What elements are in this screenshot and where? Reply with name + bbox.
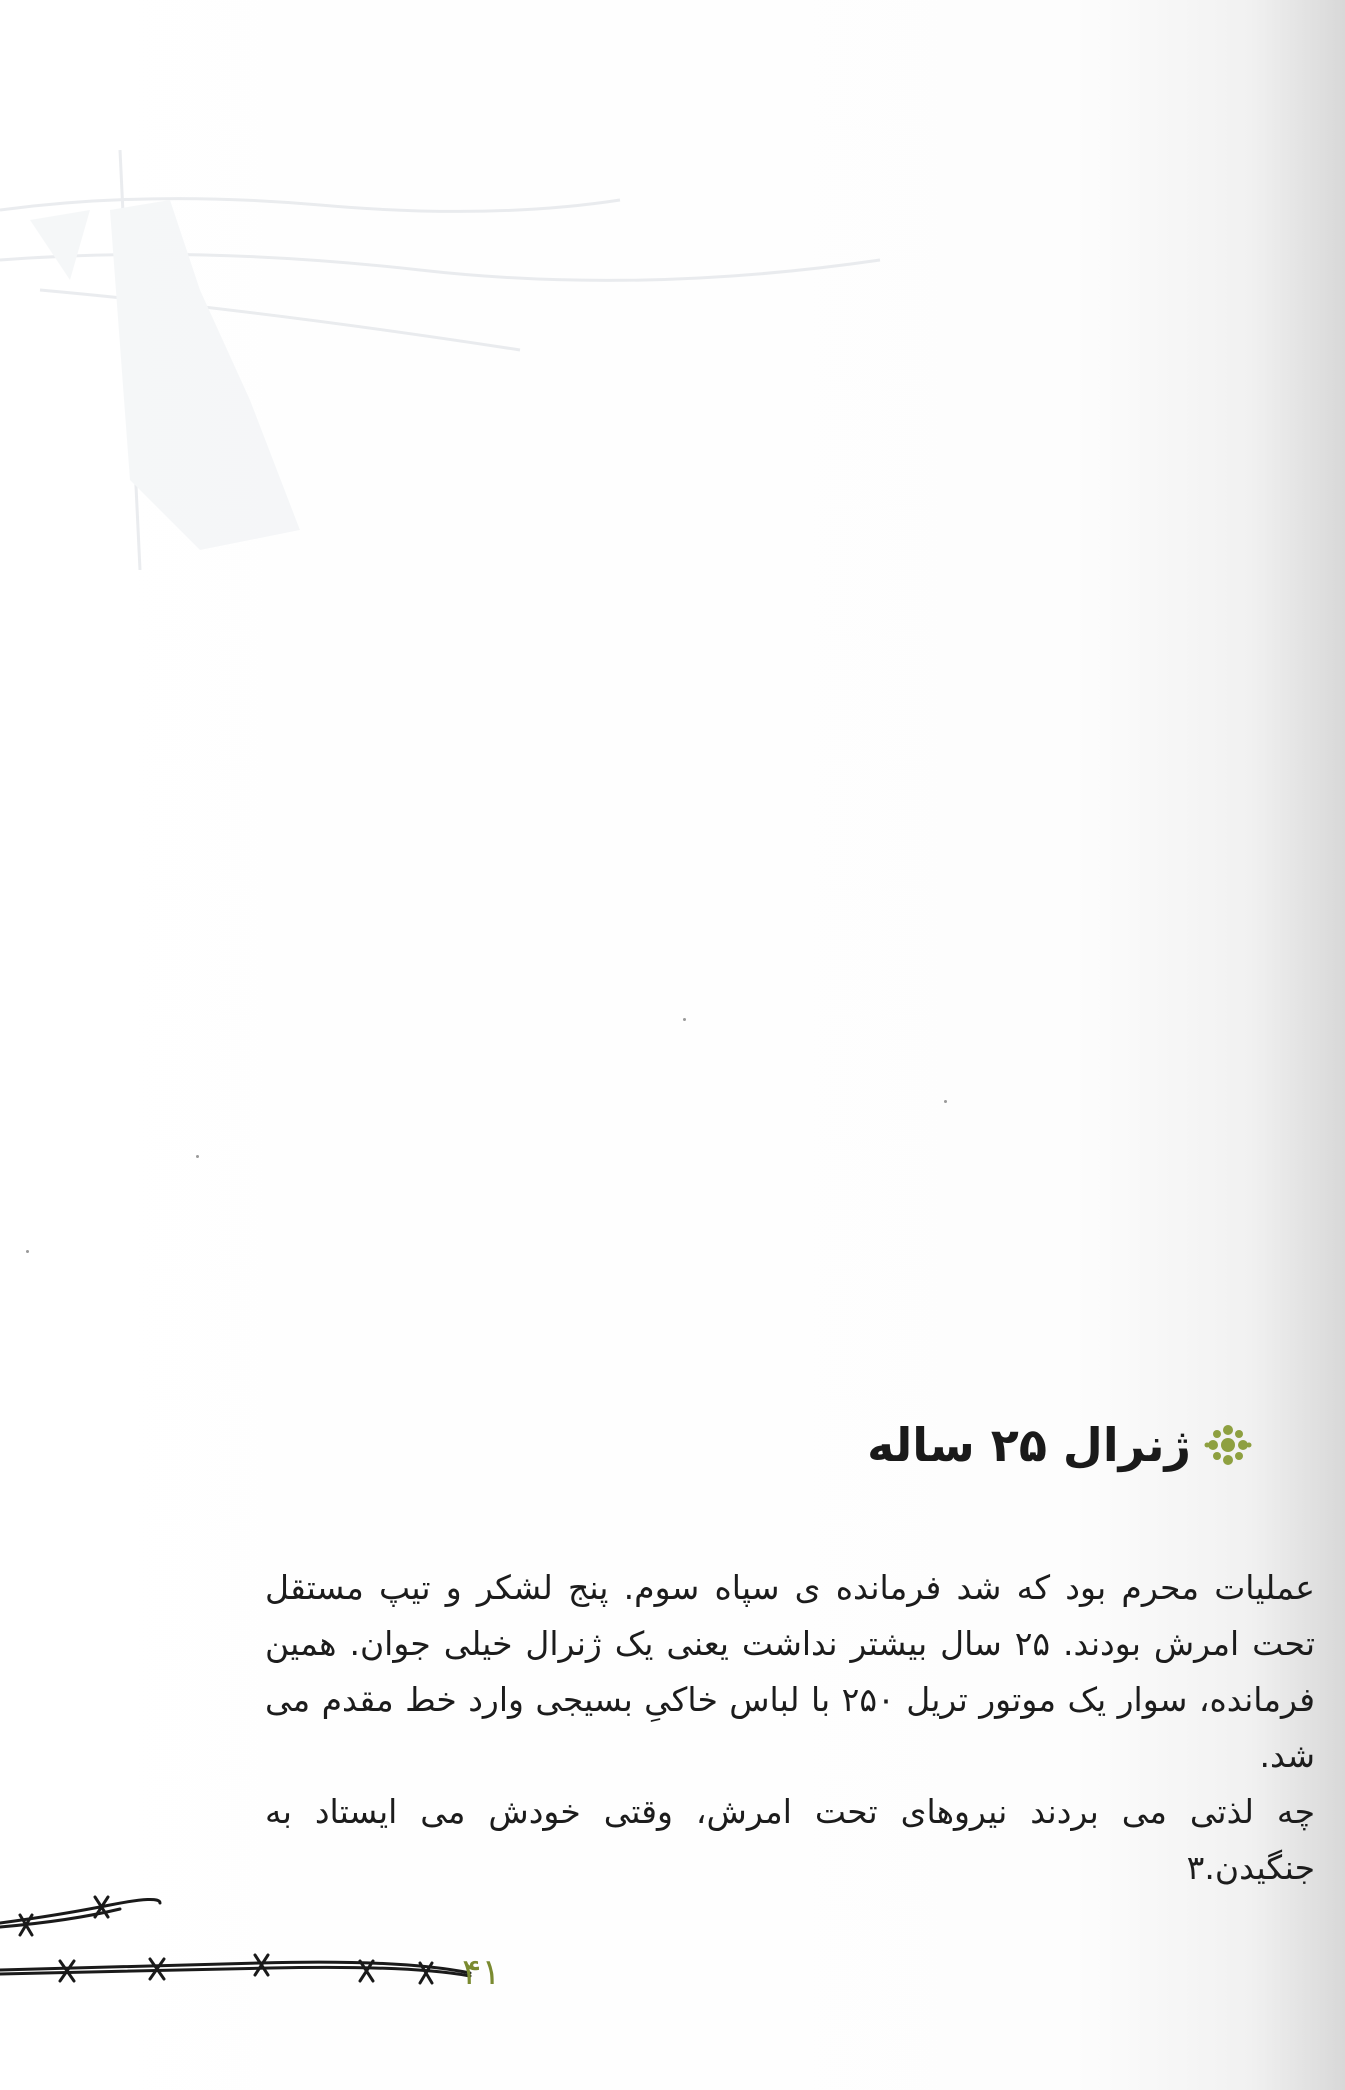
bleed-through-sketch [0, 150, 900, 570]
article-body [265, 1560, 1315, 1896]
section-heading [555, 1410, 1255, 1480]
dust-speck [944, 1100, 947, 1103]
body-paragraph: چه لذتی می بردند نیروهای تحت امرش، وقتی خودش می ایستاد به جنگیدن.۳ [265, 1792, 1315, 1887]
dust-speck [683, 1018, 686, 1021]
body-paragraph: عملیات محرم بود که شد فرمانده ی سپاه سوم. پنج لشکر و تیپ مستقل تحت امرش بودند. ۲۵ سال بیشتر نداشت یعنی یک ژنرال خیلی جوان. همین فرمانده، سوار یک موتور تریل ۲۵۰ با لباس خاکیِ بسیجی وارد خط مقدم می شد. [265, 1568, 1316, 1775]
flower-ornament-icon [1201, 1418, 1255, 1472]
barbed-wire-icon [0, 1875, 500, 1985]
dust-speck [26, 1250, 29, 1253]
heading-title: ژنرال ۲۵ ساله [867, 1418, 1191, 1472]
page-number: ۴۱ [462, 1952, 501, 1993]
dust-speck [196, 1155, 199, 1158]
